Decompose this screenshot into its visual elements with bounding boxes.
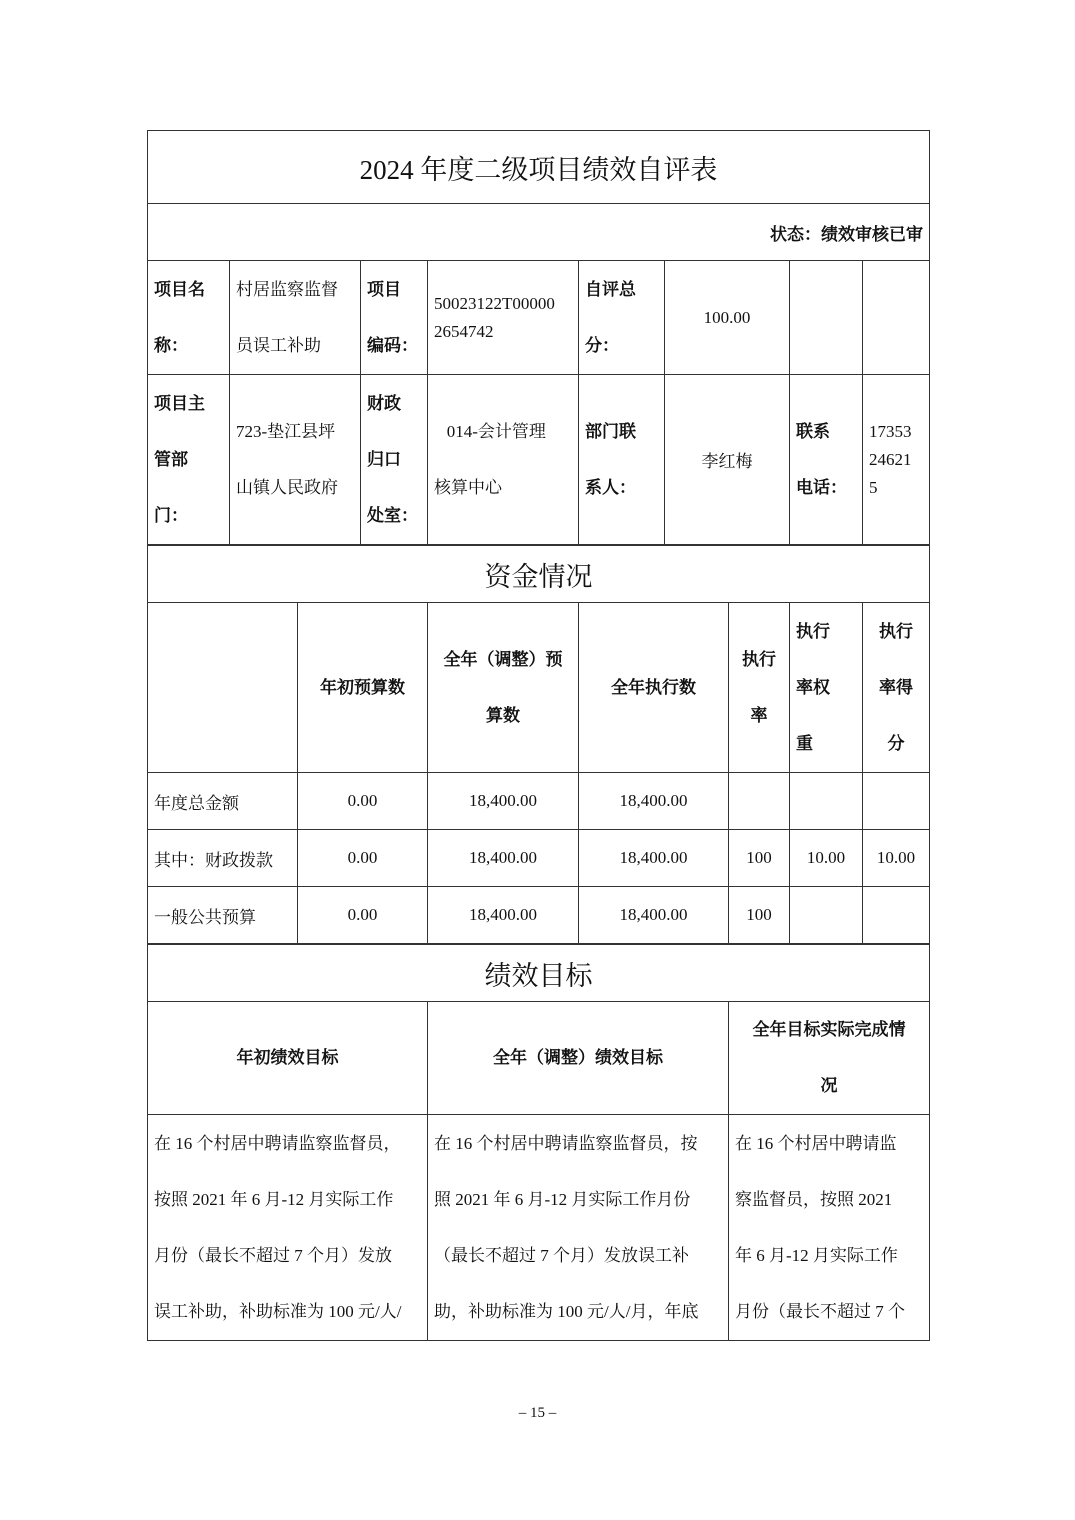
row-label: 一般公共预算 [148, 887, 298, 944]
project-name-label: 项目名 称： [148, 261, 230, 375]
status-text: 状态：绩效审核已审 [148, 204, 930, 261]
dept-label: 项目主 管部 门： [148, 375, 230, 545]
project-info-table [147, 130, 930, 545]
funds-heading: 资金情况 [148, 546, 930, 603]
cell [863, 887, 930, 944]
funds-header [148, 603, 298, 773]
empty-cell [790, 261, 863, 375]
funds-header: 执行 率得 分 [863, 603, 930, 773]
contact-value: 李红梅 [665, 375, 790, 545]
phone-value: 17353 24621 5 [863, 375, 930, 545]
row-label: 其中：财政拨款 [148, 830, 298, 887]
cell: 18,400.00 [428, 887, 579, 944]
goals-heading: 绩效目标 [148, 945, 930, 1002]
finance-office-label: 财政 归口 处室： [361, 375, 428, 545]
cell: 0.00 [298, 773, 428, 830]
cell: 0.00 [298, 830, 428, 887]
goals-header: 全年目标实际完成情 况 [729, 1002, 930, 1115]
funds-header: 全年执行数 [579, 603, 729, 773]
funds-header: 执行 率权 重 [790, 603, 863, 773]
goals-header: 年初绩效目标 [148, 1002, 428, 1115]
funds-header: 年初预算数 [298, 603, 428, 773]
finance-office-value: 014-会计管理 核算中心 [428, 375, 579, 545]
empty-cell [863, 261, 930, 375]
cell: 18,400.00 [579, 830, 729, 887]
row-label: 年度总金额 [148, 773, 298, 830]
contact-label: 部门联 系人： [579, 375, 665, 545]
initial-goal-text: 在 16 个村居中聘请监察监督员， 按照 2021 年 6 月-12 月实际工作 月份（最长不超过 7 个月）发放 误工补助，补助标准为 100 元/人/ [148, 1115, 428, 1341]
cell: 18,400.00 [579, 773, 729, 830]
dept-value: 723-垫江县坪 山镇人民政府 [230, 375, 361, 545]
cell [729, 773, 790, 830]
cell: 10.00 [790, 830, 863, 887]
project-code: 50023122T00000 2654742 [428, 261, 579, 375]
cell: 18,400.00 [579, 887, 729, 944]
funds-table [147, 545, 930, 944]
cell [790, 887, 863, 944]
adjusted-goal-text: 在 16 个村居中聘请监察监督员，按 照 2021 年 6 月-12 月实际工作月份 （最长不超过 7 个月）发放误工补 助，补助标准为 100 元/人/月，年底 [428, 1115, 729, 1341]
project-code-label: 项目 编码： [361, 261, 428, 375]
cell: 100 [729, 887, 790, 944]
cell: 18,400.00 [428, 830, 579, 887]
score-label: 自评总 分： [579, 261, 665, 375]
page-number: – 15 – [518, 1405, 557, 1421]
cell: 100 [729, 830, 790, 887]
cell: 0.00 [298, 887, 428, 944]
table-row [148, 887, 930, 944]
funds-header: 执行 率 [729, 603, 790, 773]
goals-header: 全年（调整）绩效目标 [428, 1002, 729, 1115]
cell: 10.00 [863, 830, 930, 887]
table-row [148, 830, 930, 887]
table-row [148, 773, 930, 830]
cell: 18,400.00 [428, 773, 579, 830]
cell [863, 773, 930, 830]
score-value: 100.00 [665, 261, 790, 375]
funds-header: 全年（调整）预 算数 [428, 603, 579, 773]
actual-completion-text: 在 16 个村居中聘请监 察监督员，按照 2021 年 6 月-12 月实际工作 月份（最长不超过 7 个 [729, 1115, 930, 1341]
cell [790, 773, 863, 830]
project-name: 村居监察监督 员误工补助 [230, 261, 361, 375]
phone-label: 联系 电话： [790, 375, 863, 545]
form-title: 2024 年度二级项目绩效自评表 [148, 131, 930, 204]
goals-table [147, 944, 930, 1341]
